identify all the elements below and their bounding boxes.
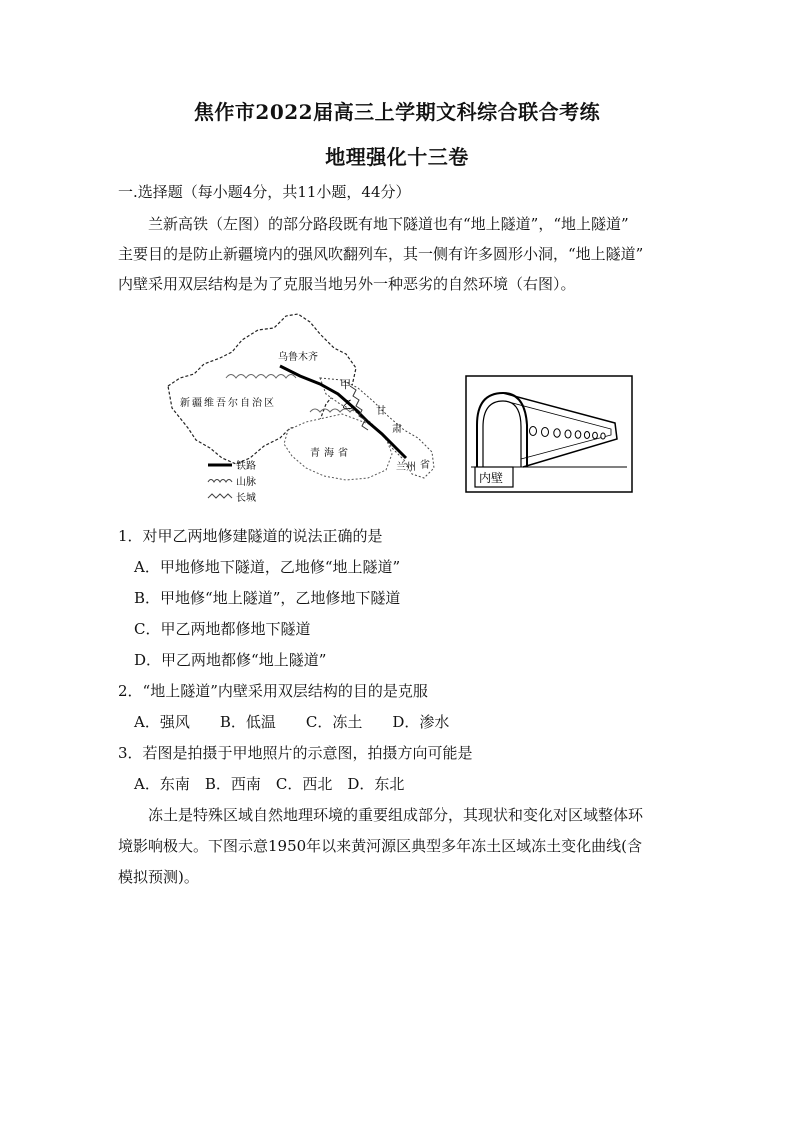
label-jia: 甲 bbox=[340, 379, 351, 391]
passage1-line-3: 内壁采用双层结构是为了克服当地另外一种恶劣的自然环境（右图）。 bbox=[118, 275, 576, 293]
question-1-option-c[interactable]: C．甲乙两地都修地下隧道 bbox=[134, 620, 311, 638]
passage2-line-1: 冻土是特殊区域自然地理环境的重要组成部分，其现状和变化对区域整体环 bbox=[148, 806, 644, 824]
railway-map bbox=[160, 308, 442, 508]
passage2-line-3: 模拟预测)。 bbox=[118, 868, 199, 886]
question-1-stem: 1．对甲乙两地修建隧道的说法正确的是 bbox=[118, 527, 383, 545]
label-yi: 乙 bbox=[342, 399, 353, 411]
question-1-option-b[interactable]: B．甲地修“地上隧道”，乙地修地下隧道 bbox=[134, 589, 401, 607]
legend-wall-icon bbox=[208, 494, 232, 498]
question-3-options[interactable]: A．东南 B．西南 C．西北 D．东北 bbox=[134, 775, 405, 793]
tunnel-inner-wall-label: 内壁 bbox=[479, 471, 504, 485]
legend-mountain-label: 山脉 bbox=[236, 477, 256, 488]
label-urumqi: 乌鲁木齐 bbox=[278, 352, 318, 363]
passage2-line-2: 境影响极大。下图示意1950年以来黄河源区典型多年冻土区域冻土变化曲线(含 bbox=[118, 837, 643, 855]
passage1-line-1: 兰新高铁（左图）的部分路段既有地下隧道也有“地上隧道”，“地上隧道” bbox=[148, 215, 629, 233]
document-subtitle: 地理强化十三卷 bbox=[325, 145, 469, 169]
label-xinjiang: 新疆维吾尔自治区 bbox=[180, 398, 276, 409]
question-2-options[interactable]: A．强风 B．低温 C．冻土 D．渗水 bbox=[134, 713, 450, 731]
question-1-option-a[interactable]: A．甲地修地下隧道，乙地修“地上隧道” bbox=[134, 558, 401, 576]
question-3-stem: 3．若图是拍摄于甲地照片的示意图，拍摄方向可能是 bbox=[118, 744, 473, 762]
tunnel-diagram bbox=[465, 375, 633, 493]
legend-wall-label: 长城 bbox=[236, 493, 256, 504]
section-heading: 一.选择题（每小题4分，共11小题，44分） bbox=[118, 183, 411, 201]
passage1-line-2: 主要目的是防止新疆境内的强风吹翻列车，其一侧有许多圆形小洞，“地上隧道” bbox=[118, 245, 644, 263]
label-sheng: 省 bbox=[420, 460, 430, 471]
document-title: 焦作市2022届高三上学期文科综合联合考练 bbox=[193, 100, 601, 124]
label-gan: 甘 bbox=[376, 406, 386, 417]
label-qinghai: 青海省 bbox=[310, 448, 352, 459]
question-1-option-d[interactable]: D．甲乙两地都修“地上隧道” bbox=[134, 651, 327, 669]
question-2-stem: 2．“地上隧道”内壁采用双层结构的目的是克服 bbox=[118, 682, 428, 700]
legend-rail-label: 铁路 bbox=[236, 461, 256, 472]
label-su: 肃 bbox=[392, 424, 402, 435]
label-lanzhou: 兰州 bbox=[396, 462, 416, 473]
legend-mountain-icon bbox=[208, 480, 232, 483]
